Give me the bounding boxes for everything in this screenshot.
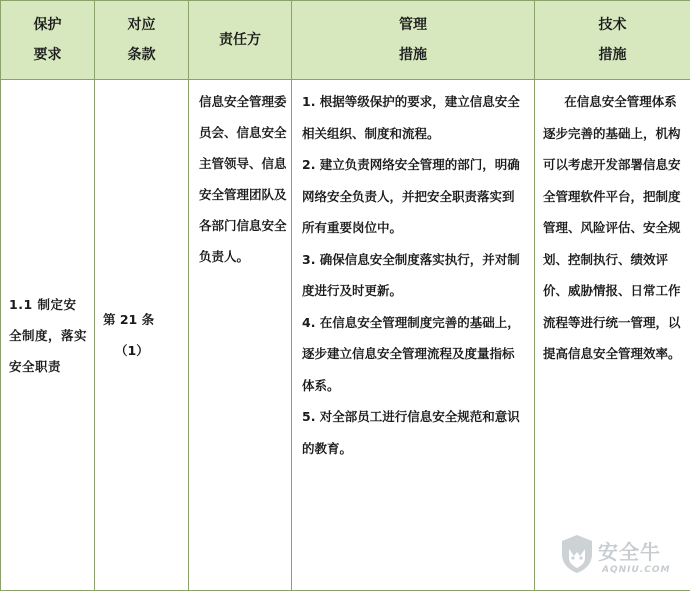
requirement-cell — [1, 80, 95, 591]
management-cell — [292, 80, 535, 591]
management-item-1: 1. 根据等级保护的要求，建立信息安全相关组织、制度和流程。 — [302, 94, 520, 141]
management-item-5: 5. 对全部员工进行信息安全规范和意识的教育。 — [302, 409, 520, 456]
table-row — [1, 80, 690, 591]
technical-cell — [535, 80, 690, 591]
header-technical: 技术 措施 — [535, 1, 690, 80]
header-requirement: 保护 要求 — [1, 1, 95, 80]
owner-cell — [189, 80, 292, 591]
requirement-text: 1.1 制定安全制度，落实安全职责 — [9, 296, 88, 374]
technical-text: 在信息安全管理体系逐步完善的基础上，机构可以考虑开发部署信息安全管理软件平台，把制度管理、风险评估、安全规划、控制执行、绩效评价、威胁情报、日常工作流程等进行统一管理，以提高信息安全管理效率。 — [543, 94, 681, 361]
watermark-name: 安全牛 — [598, 540, 661, 564]
owner-text: 信息安全管理委员会、信息安全主管领导、信息安全管理团队及各部门信息安全负责人。 — [199, 94, 287, 264]
header-management: 管理 措施 — [292, 1, 535, 80]
management-list — [292, 80, 534, 464]
management-item-2: 2. 建立负责网络安全管理的部门，明确网络安全负责人，并把安全职责落实到所有重要岗位中。 — [302, 157, 520, 235]
clause-text: 第 21 条 （1） — [103, 312, 155, 358]
header-owner: 责任方 — [189, 1, 292, 80]
management-item-4: 4. 在信息安全管理制度完善的基础上，逐步建立信息安全管理流程及度量指标体系。 — [302, 314, 520, 393]
management-item-3: 3. 确保信息安全制度落实执行，并对制度进行及时更新。 — [302, 251, 520, 298]
watermark-domain: AQNIU.COM — [602, 565, 671, 575]
header-row — [1, 1, 690, 80]
clause-cell — [95, 80, 189, 591]
header-clause: 对应 条款 — [95, 1, 189, 80]
